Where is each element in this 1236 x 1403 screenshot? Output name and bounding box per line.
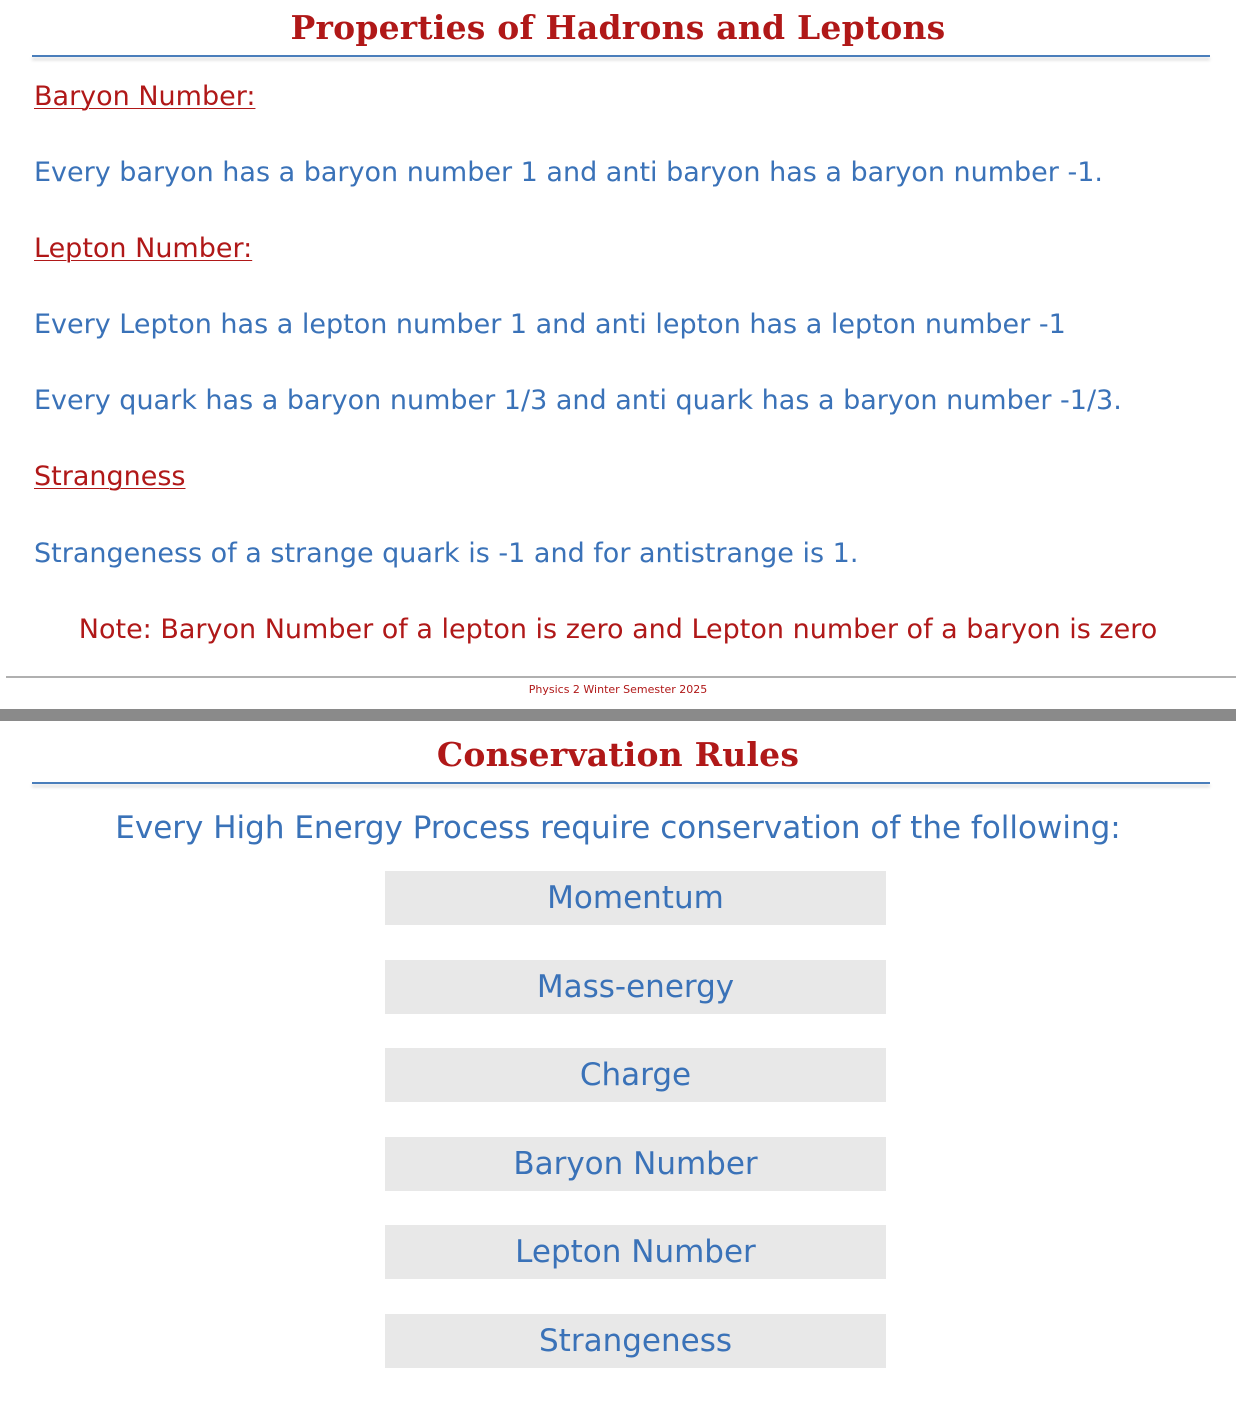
conservation-item-lepton-number: Lepton Number: [385, 1225, 886, 1279]
baryon-number-heading: Baryon Number:: [34, 81, 256, 112]
conservation-item-charge: Charge: [385, 1048, 886, 1102]
lepton-number-heading: Lepton Number:: [34, 233, 253, 264]
strangeness-heading: Strangness: [34, 461, 186, 492]
note-text: Note: Baryon Number of a lepton is zero and Lepton number of a baryon is zero: [78, 614, 1158, 645]
slide-separator: [0, 709, 1236, 721]
conservation-item-baryon-number: Baryon Number: [385, 1137, 886, 1191]
title-divider: [32, 55, 1210, 57]
slide-title: Properties of Hadrons and Leptons: [290, 8, 946, 47]
title-divider: [32, 782, 1210, 784]
quark-baryon-text: Every quark has a baryon number 1/3 and anti quark has a baryon number -1/3.: [34, 385, 1122, 416]
lepton-number-text: Every Lepton has a lepton number 1 and anti lepton has a lepton number -1: [34, 309, 1066, 340]
conservation-intro: Every High Energy Process require conservation of the following:: [115, 810, 1121, 846]
strangeness-text: Strangeness of a strange quark is -1 and for antistrange is 1.: [34, 538, 859, 569]
slide-conservation-rules: [0, 721, 1236, 1396]
baryon-number-text: Every baryon has a baryon number 1 and anti baryon has a baryon number -1.: [34, 157, 1103, 188]
slide-footer: Physics 2 Winter Semester 2025: [528, 683, 708, 696]
conservation-item-momentum: Momentum: [385, 871, 886, 925]
conservation-list: [385, 871, 886, 1403]
conservation-item-strangeness: Strangeness: [385, 1314, 886, 1368]
conservation-item-mass-energy: Mass-energy: [385, 960, 886, 1014]
footer-divider: [6, 676, 1236, 678]
slide-title: Conservation Rules: [436, 735, 800, 774]
